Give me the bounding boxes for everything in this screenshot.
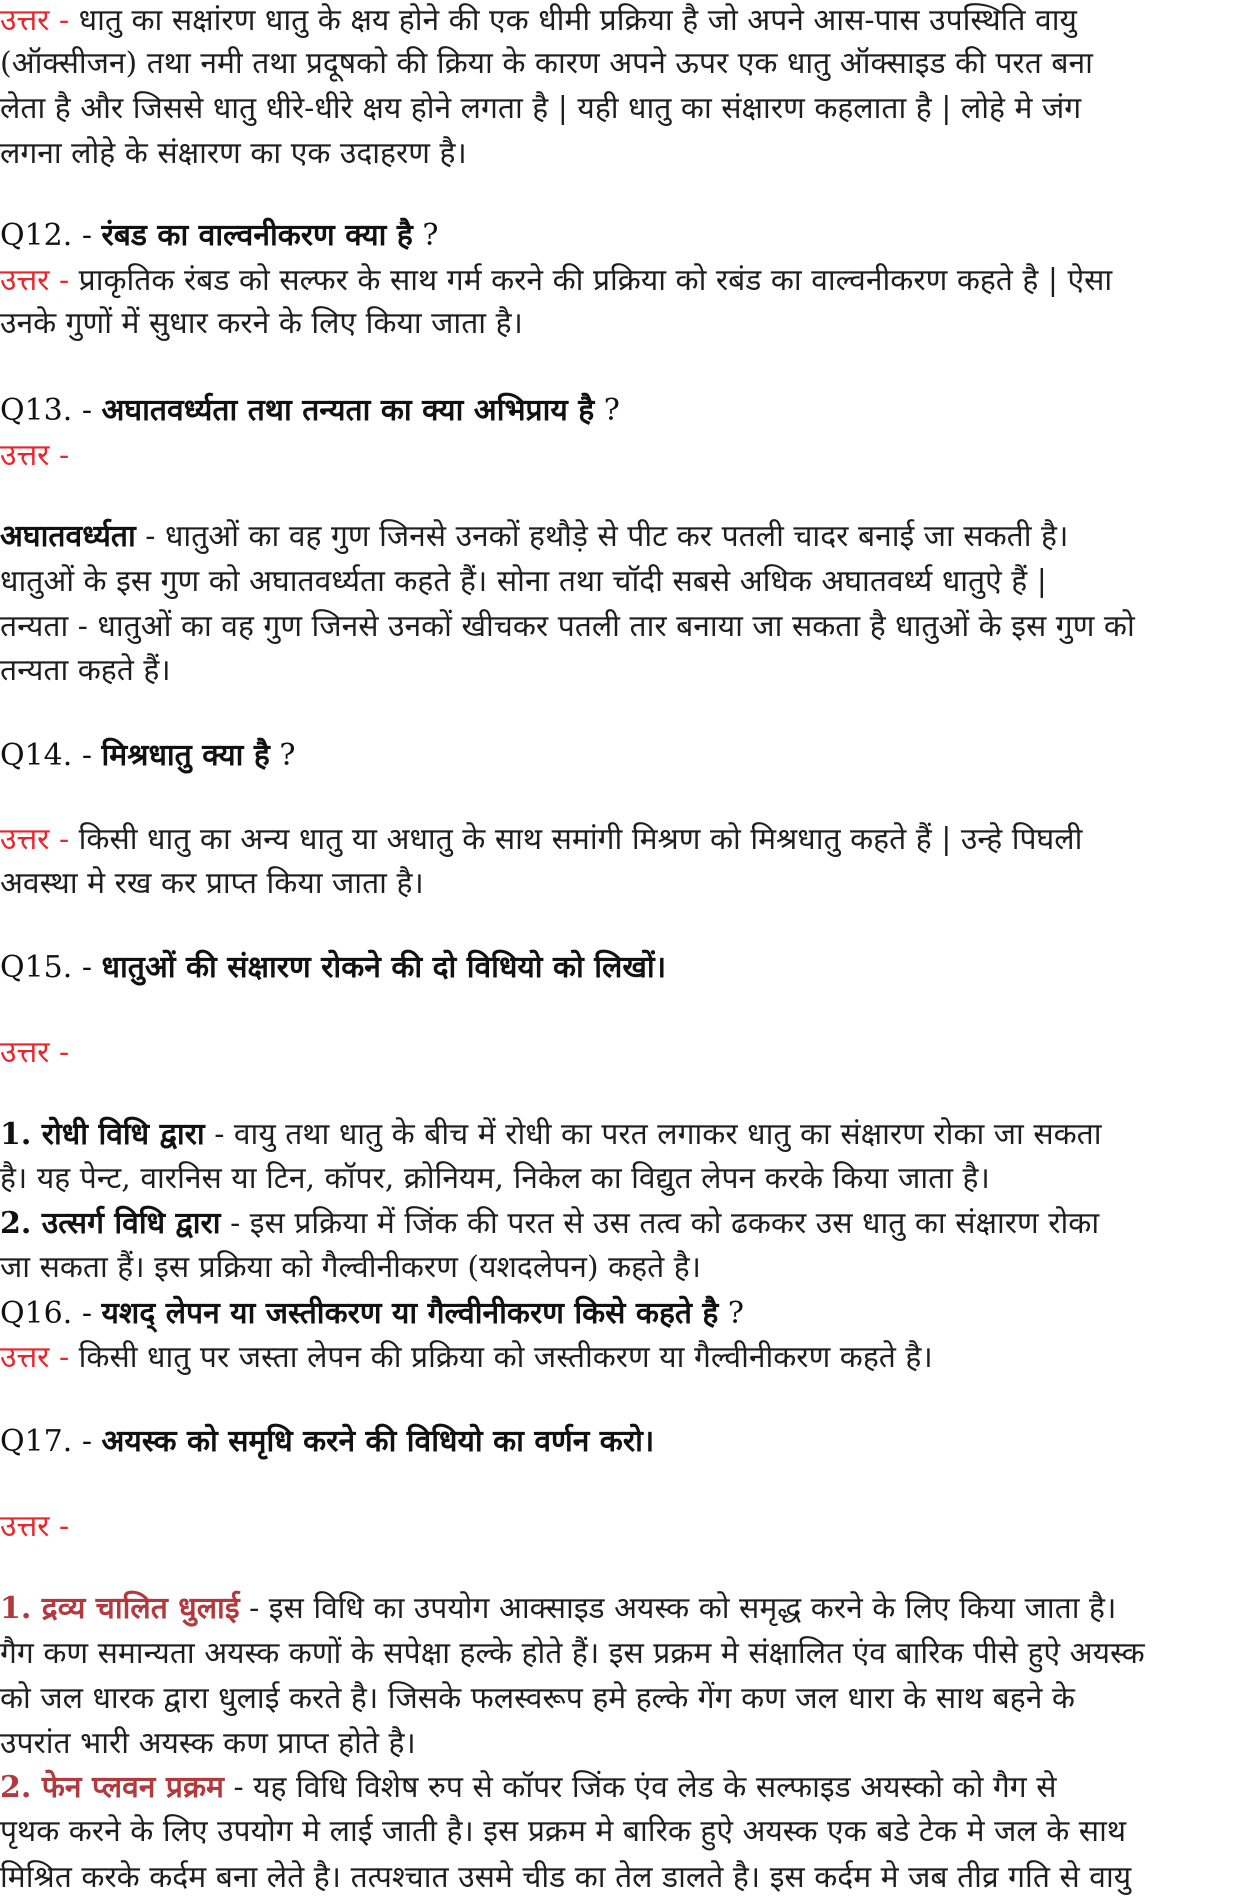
text-line	[0, 87, 1081, 131]
question-number: Q14. -	[0, 738, 102, 773]
body-text: लेता है और जिससे धातु धीरे-धीरे क्षय होने लगता है | यही धातु का संक्षारण कहलाता है | लोहे मे जंग	[0, 91, 1082, 126]
method-heading: 2. फेन प्लवन प्रक्रम	[0, 1770, 224, 1805]
question-number: Q15. -	[0, 950, 102, 985]
text-line	[0, 1505, 69, 1549]
body-text: धातुओं के इस गुण को अघातवर्ध्यता कहते हैं। सोना तथा चॉदी सबसे अधिक अघातवर्ध्य धातुऐ हैं |	[0, 564, 1047, 599]
body-text: धातु का सक्षांरण धातु के क्षय होने की एक धीमी प्रक्रिया है जो अपने आस-पास उपस्थिति वायु	[78, 3, 1077, 38]
text-line	[0, 1420, 654, 1464]
body-text: गैग कण समान्यता अयस्क कणों के सपेक्षा हल्के होते हैं। इस प्रक्रम मे संक्षालित एंव बारिक पीसे हुऐ अयस्क	[0, 1636, 1145, 1671]
body-text: पृथक करने के लिए उपयोग मे लाई जाती है। इस प्रक्रम मे बारिक हुऐ अयस्क एक बडे टेक मे जल के साथ	[0, 1814, 1127, 1849]
text-line	[0, 302, 523, 346]
question-number: Q16. -	[0, 1296, 102, 1331]
text-line	[0, 818, 1082, 862]
answer-label: उत्तर -	[0, 822, 79, 857]
bold-heading: अघातवर्ध्यता तथा तन्यता का क्या अभिप्राय है	[101, 393, 595, 428]
text-line	[0, 605, 1135, 649]
answer-label: उत्तर -	[0, 1340, 79, 1375]
bold-heading: धातुओं की संक्षारण रोकने की दो विधियो को लिखों।	[101, 950, 667, 985]
question-number: Q17. -	[0, 1424, 102, 1459]
text-line	[0, 649, 171, 693]
body-text: उपरांत भारी अयस्क कण प्राप्त होते है।	[0, 1726, 416, 1761]
bold-heading: मिश्रधातु क्या है	[101, 738, 270, 773]
body-text: किसी धातु का अन्य धातु या अधातु के साथ समांगी मिश्रण को मिश्रधातु कहते हैं | उन्हे पिघली	[78, 822, 1083, 857]
question-number: Q12. -	[0, 218, 102, 253]
text-line	[0, 560, 1047, 604]
body-text: किसी धातु पर जस्ता लेपन की प्रक्रिया को जस्तीकरण या गैल्वीनीकरण कहते है।	[78, 1340, 933, 1375]
answer-label: उत्तर -	[0, 3, 79, 38]
text-line	[0, 1202, 1099, 1246]
text-line	[0, 259, 1112, 303]
body-text: उनके गुणों में सुधार करने के लिए किया जाता है।	[0, 306, 523, 341]
text-line	[0, 1677, 1075, 1721]
text-line	[0, 946, 666, 990]
question-number: ?	[718, 1296, 744, 1331]
text-line	[0, 0, 1077, 43]
text-line	[0, 1722, 416, 1766]
answer-label: उत्तर -	[0, 438, 70, 473]
body-text: प्राकृतिक रंबड को सल्फर के साथ गर्म करने की प्रक्रिया को रबंड का वाल्वनीकरण कहते है | ऐसा	[78, 263, 1113, 298]
text-line	[0, 862, 424, 906]
text-line	[0, 515, 1068, 559]
body-text: मिश्रित करके कर्दम बना लेते है। तत्पश्चात उसमे चीड का तेल डालते है। इस कर्दम मे जब तीव्र गति से वायु	[0, 1860, 1132, 1895]
bold-heading: 2. उत्सर्ग विधि द्वारा	[0, 1206, 221, 1241]
bold-heading: 1. रोधी विधि द्वारा	[0, 1117, 205, 1152]
text-line	[0, 1856, 1131, 1900]
body-text: लगना लोहे के संक्षारण का एक उदाहरण है।	[0, 136, 467, 171]
text-line	[0, 214, 438, 258]
method-heading: 1. द्रव्य चालित धुलाई	[0, 1591, 240, 1626]
body-text: को जल धारक द्वारा धुलाई करते है। जिसके फलस्वरूप हमे हल्के गेंग कण जल धारा के साथ बहने के	[0, 1681, 1075, 1716]
body-text: - वायु तथा धातु के बीच में रोधी का परत लगाकर धातु का संक्षारण रोका जा सकता	[204, 1117, 1102, 1152]
text-line	[0, 1113, 1102, 1157]
body-text: - इस प्रक्रिया में जिंक की परत से उस तत्व को ढककर उस धातु का संक्षारण रोका	[220, 1206, 1100, 1241]
body-text: तन्यता - धातुओं का वह गुण जिनसे उनकों खीचकर पतली तार बनाया जा सकता है धातुओं के इस गुण को	[0, 609, 1135, 644]
text-line	[0, 132, 467, 176]
text-line	[0, 42, 1093, 86]
bold-heading: अघातवर्ध्यता	[0, 519, 136, 554]
text-line	[0, 389, 620, 433]
text-line	[0, 1336, 933, 1380]
body-text: है। यह पेन्ट, वारनिस या टिन, कॉपर, क्रोनियम, निकेल का विद्युत लेपन करके किया जाता है।	[0, 1161, 990, 1196]
text-line	[0, 1587, 1116, 1631]
text-line	[0, 734, 295, 778]
body-text: - धातुओं का वह गुण जिनसे उनकों हथौड़े से पीट कर पतली चादर बनाई जा सकती है।	[135, 519, 1069, 554]
question-number: ?	[269, 738, 296, 773]
bold-heading: यशद् लेपन या जस्तीकरण या गैल्वीनीकरण किसे कहते है	[101, 1296, 719, 1331]
answer-label: उत्तर -	[0, 1035, 70, 1070]
text-line	[0, 1810, 1126, 1854]
text-line	[0, 1157, 990, 1201]
text-line	[0, 1031, 69, 1075]
body-text: - यह विधि विशेष रुप से कॉपर जिंक एंव लेड के सल्फाइड अयस्को को गैग से	[223, 1770, 1057, 1805]
body-text: तन्यता कहते हैं।	[0, 653, 171, 688]
body-text: अवस्था मे रख कर प्राप्त किया जाता है।	[0, 866, 424, 901]
question-number: Q13. -	[0, 393, 102, 428]
question-number: ?	[594, 393, 620, 428]
answer-label: उत्तर -	[0, 1509, 70, 1544]
body-text: जा सकता हैं। इस प्रक्रिया को गैल्वीनीकरण (यशदलेपन) कहते है।	[0, 1250, 702, 1285]
question-number: ?	[412, 218, 439, 253]
answer-label: उत्तर -	[0, 263, 79, 298]
body-text: - इस विधि का उपयोग आक्साइड अयस्क को समृद्ध करने के लिए किया जाता है।	[239, 1591, 1117, 1626]
bold-heading: अयस्क को समृधि करने की विधियो का वर्णन करो।	[101, 1424, 655, 1459]
bold-heading: रंबड का वाल्वनीकरण क्या है	[101, 218, 413, 253]
text-line	[0, 434, 69, 478]
text-line	[0, 1292, 744, 1336]
body-text: (ऑक्सीजन) तथा नमी तथा प्रदूषको की क्रिया के कारण अपने ऊपर एक धातु ऑक्साइड की परत बना	[0, 46, 1093, 81]
text-line	[0, 1766, 1057, 1810]
text-line	[0, 1632, 1145, 1676]
text-line	[0, 1246, 701, 1290]
